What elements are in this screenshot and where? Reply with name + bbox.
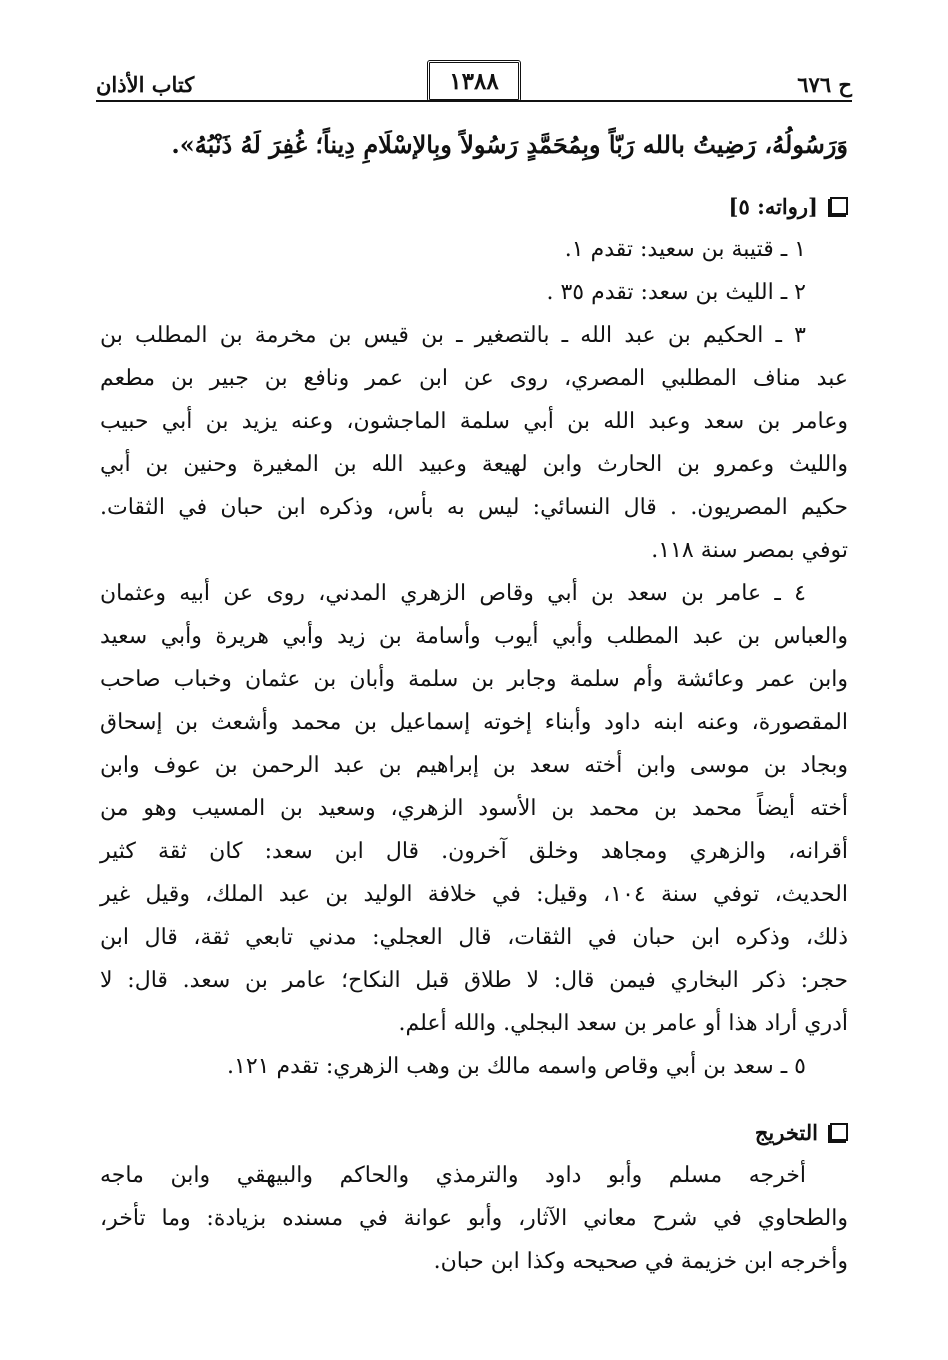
text-line: والطحاوي في شرح معاني الآثار، وأبو عوانة في مسنده بزيادة: وما تأخر، bbox=[100, 1206, 848, 1231]
page-number: ١٣٨٨ bbox=[449, 67, 499, 95]
takhrij-heading-label: التخريج bbox=[754, 1119, 818, 1145]
square-bullet-icon bbox=[830, 1123, 848, 1141]
text-line: ذلك، وذكره ابن حبان في الثقات، قال العجلي: مدني تابعي ثقة، قال ابن bbox=[100, 925, 848, 950]
hadith-text: وَرَسُولُهُ، رَضِيتُ بالله رَبّاً وبِمُحَمَّدٍ رَسُولاً وبِالإسْلَامِ دِيناً؛ غُفِرَ لَهُ ذَنْبُهُ». bbox=[171, 130, 848, 159]
text-line: وعامر بن سعد وعبد الله بن أبي سلمة الماجشون، وعنه يزيد بن أبي حبيب bbox=[100, 409, 848, 434]
narrator-entry-3 bbox=[100, 314, 848, 572]
text-line: والليث وعمرو بن الحارث وابن لهيعة وعبيد الله بن المغيرة وحنين بن أبي bbox=[100, 452, 848, 477]
page-header bbox=[96, 56, 852, 104]
text-line: والعباس بن عبد المطلب وأبي أيوب وأسامة بن زيد وأبي هريرة وأبي سعيد bbox=[100, 624, 848, 649]
header-rule bbox=[96, 100, 852, 102]
narrator-entry-1: ١ ـ قتيبة بن سعيد: تقدم ١. bbox=[564, 237, 806, 262]
text-line: ٣ ـ الحكيم بن عبد الله ـ بالتصغير ـ بن قيس بن مخرمة بن المطلب بن bbox=[100, 323, 806, 348]
text-line: حجر: ذكر البخاري فيمن قال: لا طلاق قبل النكاح؛ عامر بن سعد. قال: لا bbox=[100, 968, 848, 993]
narrators-heading bbox=[100, 184, 848, 228]
takhrij-heading bbox=[100, 1110, 848, 1154]
hadith-number: ح ٦٧٦ bbox=[797, 72, 852, 97]
text-line: وأخرجه ابن خزيمة في صحيحه وكذا ابن حبان. bbox=[433, 1249, 848, 1274]
book-title: كتاب الأذان bbox=[96, 72, 195, 97]
page-number-frame bbox=[427, 60, 521, 102]
text-line: الحديث، توفي سنة ١٠٤، وقيل: في خلافة الوليد بن عبد الملك، وقيل غير bbox=[100, 882, 848, 907]
narrator-entry-2: ٢ ـ الليث بن سعد: تقدم ٣٥ . bbox=[546, 280, 806, 305]
narrator-entry-4 bbox=[100, 572, 848, 1045]
square-bullet-icon bbox=[830, 197, 848, 215]
narrators-heading-label: [رواته: ٥] bbox=[728, 193, 818, 219]
text-line: توفي بمصر سنة ١١٨. bbox=[651, 538, 848, 563]
text-line: المقصورة، وعنه ابنه داود وأبناء إخوته إسماعيل بن محمد وأشعث بن إسحاق bbox=[100, 710, 848, 735]
text-line: حكيم المصريون. . قال النسائي: ليس به بأس، وذكره ابن حبان في الثقات. bbox=[100, 495, 848, 520]
text-line: وابن عمر وعائشة وأم سلمة وجابر بن سلمة وأبان بن عثمان وخباب صاحب bbox=[100, 667, 848, 692]
text-line: أخرجه مسلم وأبو داود والترمذي والحاكم والبيهقي وابن ماجه bbox=[100, 1163, 806, 1188]
text-line: عبد مناف المطلبي المصري، روى عن ابن عمر ونافع بن جبير بن مطعم bbox=[100, 366, 848, 391]
text-line: أقرانه، والزهري ومجاهد وخلق آخرون. قال ابن سعد: كان ثقة كثير bbox=[100, 839, 848, 864]
narrator-entry-5: ٥ ـ سعد بن أبي وقاص واسمه مالك بن وهب الزهري: تقدم ١٢١. bbox=[227, 1054, 806, 1079]
takhrij-text bbox=[100, 1154, 848, 1283]
page-content bbox=[100, 120, 848, 1283]
text-line: أدري أراد هذا أو عامر بن سعد البجلي. والله أعلم. bbox=[398, 1011, 848, 1036]
text-line: ٤ ـ عامر بن سعد بن أبي وقاص الزهري المدني، روى عن أبيه وعثمان bbox=[100, 581, 806, 606]
text-line: وبجاد بن موسى وابن أخته سعد بن إبراهيم بن عبد الرحمن بن عوف وابن bbox=[100, 753, 848, 778]
text-line: أخته أيضاً محمد بن محمد بن الأسود الزهري، وسعيد بن المسيب وهو من bbox=[100, 796, 848, 821]
